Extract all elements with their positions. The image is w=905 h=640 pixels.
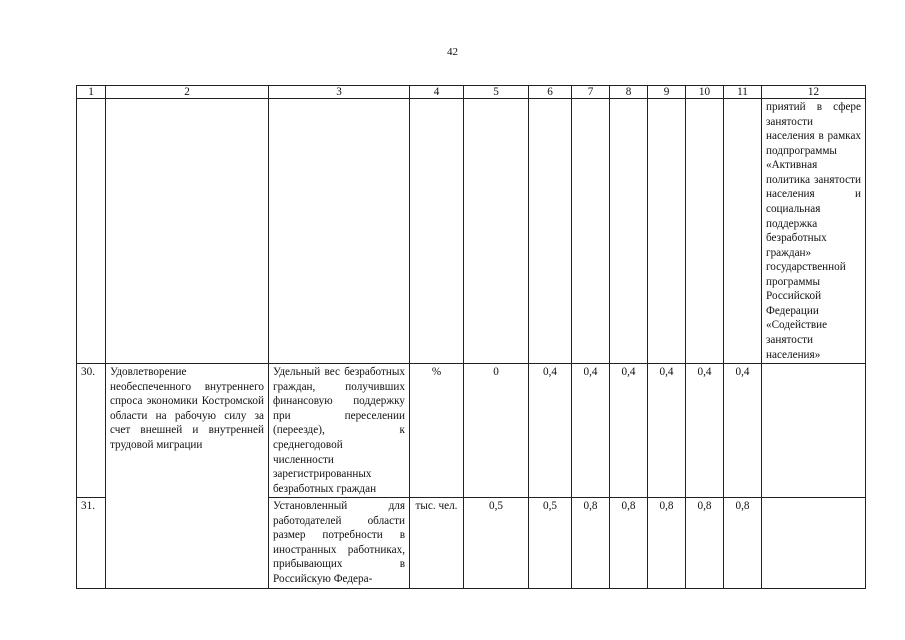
column-number-row (77, 86, 866, 99)
value-cell (648, 99, 686, 364)
value-cell (529, 99, 572, 364)
row-number: 31. (77, 498, 106, 589)
page-number: 42 (447, 46, 458, 58)
value-cell: 0,5 (464, 498, 529, 589)
column-header: 8 (610, 86, 648, 99)
value-cell: 0,8 (686, 498, 724, 589)
value-cell: 0,4 (529, 364, 572, 498)
note-cell (762, 364, 866, 498)
note-cell (762, 498, 866, 589)
value-cell: 0,4 (610, 364, 648, 498)
unit-cell: % (410, 364, 464, 498)
value-cell: 0,8 (610, 498, 648, 589)
row-number: 30. (77, 364, 106, 498)
value-cell: 0,4 (648, 364, 686, 498)
column-header: 11 (724, 86, 762, 99)
indicator-cell: Удельный вес безработных граждан, получивших финансовую поддержку при переселении (переезде), к среднегодовой численности зарегистрированных безработных граждан (269, 364, 410, 498)
column-header: 9 (648, 86, 686, 99)
unit-cell (410, 99, 464, 364)
column-header: 12 (762, 86, 866, 99)
value-cell (610, 99, 648, 364)
value-cell (572, 99, 610, 364)
table-row (77, 99, 866, 364)
value-cell: 0,8 (724, 498, 762, 589)
table-row (77, 364, 866, 498)
indicator-cell: Установленный для работодателей области размер потребности в иностранных работниках, прибывающих в Российскую Федера- (269, 498, 410, 589)
value-cell: 0,8 (648, 498, 686, 589)
note-cell: приятий в сфере занятости населения в рамках подпрограммы «Активная политика занятости населения и социальная поддержка безработных граждан» государственной программы Российской Федерации «Содействие занятости населения» (762, 99, 866, 364)
column-header: 10 (686, 86, 724, 99)
value-cell: 0,8 (572, 498, 610, 589)
value-cell (464, 99, 529, 364)
value-cell (724, 99, 762, 364)
value-cell: 0,4 (724, 364, 762, 498)
task-cell (106, 99, 269, 364)
task-cell: Удовлетворение необеспеченного внутреннего спроса экономики Костромской области на рабочую силу за счет внешней и внутренней трудовой миграции (106, 364, 269, 589)
indicator-cell (269, 99, 410, 364)
column-header: 3 (269, 86, 410, 99)
column-header: 6 (529, 86, 572, 99)
value-cell (686, 99, 724, 364)
indicators-table (76, 85, 866, 589)
column-header: 1 (77, 86, 106, 99)
value-cell: 0,5 (529, 498, 572, 589)
column-header: 4 (410, 86, 464, 99)
unit-cell: тыс. чел. (410, 498, 464, 589)
column-header: 7 (572, 86, 610, 99)
row-number (77, 99, 106, 364)
column-header: 5 (464, 86, 529, 99)
value-cell: 0,4 (686, 364, 724, 498)
column-header: 2 (106, 86, 269, 99)
value-cell: 0,4 (572, 364, 610, 498)
value-cell: 0 (464, 364, 529, 498)
